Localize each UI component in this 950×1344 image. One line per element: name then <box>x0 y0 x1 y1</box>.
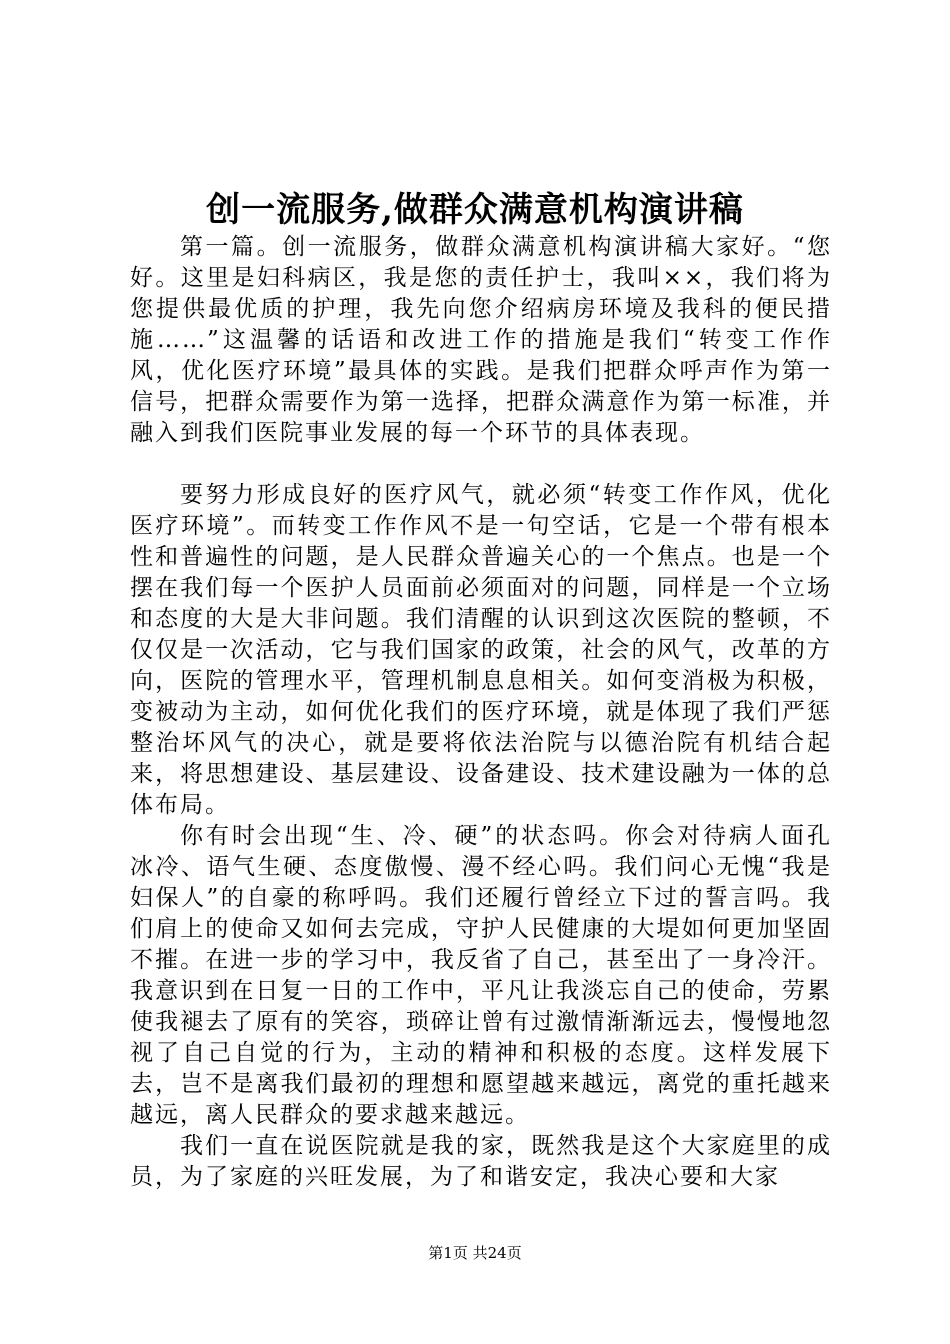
paragraph-1: 第一篇。创一流服务，做群众满意机构演讲稿大家好。“您好。这里是妇科病区，我是您的责任护士，我叫××，我们将为您提供最优质的护理，我先向您介绍病房环境及我科的便民措施……”这温馨的话语和改进工作的措施是我们“转变工作作风，优化医疗环境”最具体的实践。是我们把群众呼声作为第一信号，把群众需要作为第一选择，把群众满意作为第一标准，并融入到我们医院事业发展的每一个环节的具体表现。 <box>130 234 832 446</box>
document-title: 创一流服务,做群众满意机构演讲稿 <box>206 190 744 230</box>
page-number-footer: 第1页 共24页 <box>428 1244 522 1262</box>
paragraph-4: 我们一直在说医院就是我的家，既然我是这个大家庭里的成员，为了家庭的兴旺发展，为了和谐安定，我决心要和大家 <box>130 1133 832 1190</box>
paragraph-3: 你有时会出现“生、冷、硬”的状态吗。你会对待病人面孔冰冷、语气生硬、态度傲慢、漫不经心吗。我们问心无愧“我是妇保人”的自豪的称呼吗。我们还履行曾经立下过的誓言吗。我们肩上的使命又如何去完成，守护人民健康的大堤如何更加坚固不摧。在进一步的学习中，我反省了自己，甚至出了一身冷汗。我意识到在日复一日的工作中，平凡让我淡忘自己的使命，劳累使我褪去了原有的笑容，琐碎让曾有过激情渐渐远去，慢慢地忽视了自己自觉的行为，主动的精神和积极的态度。这样发展下去，岂不是离我们最初的理想和愿望越来越远，离党的重托越来越远，离人民群众的要求越来越远。 <box>130 823 832 1128</box>
paragraph-2: 要努力形成良好的医疗风气，就必须“转变工作作风，优化医疗环境”。而转变工作作风不是一句空话，它是一个带有根本性和普遍性的问题，是人民群众普遍关心的一个焦点。也是一个摆在我们每一个医护人员面前必须面对的问题，同样是一个立场和态度的大是大非问题。我们清醒的认识到这次医院的整顿，不仅仅是一次活动，它与我们国家的政策，社会的风气，改革的方向，医院的管理水平，管理机制息息相关。如何变消极为积极，变被动为主动，如何优化我们的医疗环境，就是体现了我们严惩整治坏风气的决心，就是要将依法治院与以德治院有机结合起来，将思想建设、基层建设、设备建设、技术建设融为一体的总体布局。 <box>130 482 832 818</box>
document-body <box>130 232 832 1193</box>
